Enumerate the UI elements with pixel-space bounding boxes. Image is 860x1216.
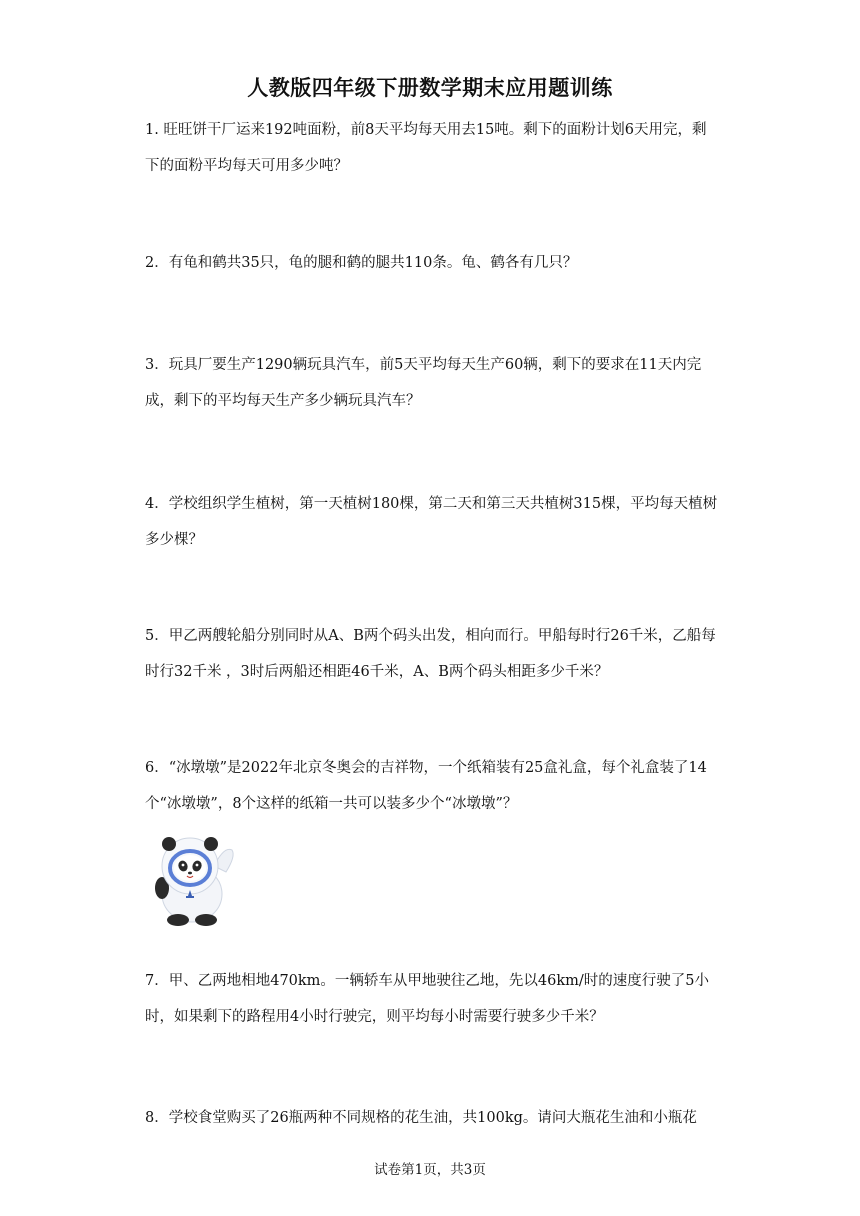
question-5: 5．甲乙两艘轮船分别同时从A、B两个码头出发，相向而行。甲船每时行26千米，乙船每时行32千米 ，3时后两船还相距46千米，A、B两个码头相距多少千米？ bbox=[145, 628, 716, 680]
question-8: 8．学校食堂购买了26瓶两种不同规格的花生油，共100kg。请问大瓶花生油和小瓶花 bbox=[145, 1110, 697, 1126]
question-3: 3．玩具厂要生产1290辆玩具汽车，前5天平均每天生产60辆，剩下的要求在11天内完成，剩下的平均每天生产多少辆玩具汽车？ bbox=[145, 357, 702, 409]
page-footer: 试卷第1页，共3页 bbox=[374, 1162, 486, 1178]
bing-dwen-dwen-mascot-image bbox=[142, 828, 242, 928]
question-6: 6．“冰墩墩”是2022年北京冬奥会的吉祥物，一个纸箱装有25盒礼盒，每个礼盒装了14个“冰墩墩”，8个这样的纸箱一共可以装多少个“冰墩墩”？ bbox=[145, 760, 707, 812]
question-1: 1. 旺旺饼干厂运来192吨面粉，前8天平均每天用去15吨。剩下的面粉计划6天用完，剩下的面粉平均每天可用多少吨？ bbox=[145, 122, 707, 174]
question-7: 7．甲、乙两地相地470km。一辆轿车从甲地驶往乙地，先以46km/时的速度行驶了5小时，如果剩下的路程用4小时行驶完，则平均每小时需要行驶多少千米？ bbox=[145, 973, 710, 1025]
question-2: 2．有龟和鹤共35只，龟的腿和鹤的腿共110条。龟、鹤各有几只？ bbox=[145, 255, 578, 271]
question-4: 4．学校组织学生植树，第一天植树180棵，第二天和第三天共植树315棵，平均每天植树多少棵？ bbox=[145, 496, 718, 548]
page-title: 人教版四年级下册数学期末应用题训练 bbox=[247, 76, 613, 100]
